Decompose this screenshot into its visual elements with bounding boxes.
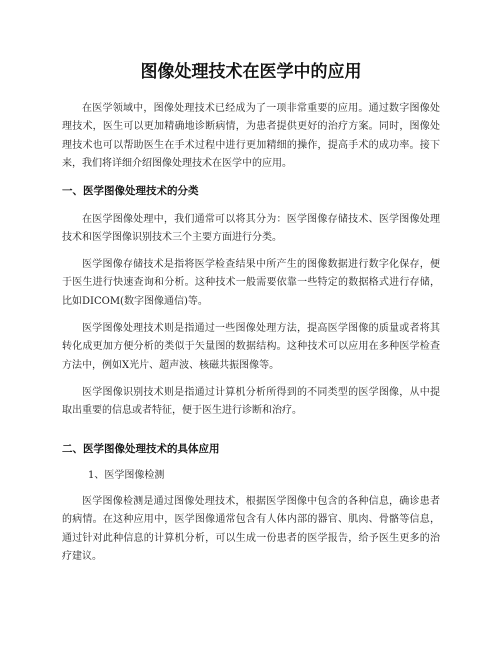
section1-paragraph-2: 医学图像存储技术是指将医学检查结果中所产生的图像数据进行数字化保存，便于医生进行快速查询和分析。这种技术一般需要依靠一些特定的数据格式进行存储，比如DICOM(数字图像通信)等。 [62,259,440,307]
section2-paragraph-1: 医学图像检测是通过图像处理技术，根据医学图像中包含的各种信息，确诊患者的病情。在这种应用中，医学图像通常包含有人体内部的器官、肌肉、骨骼等信息，通过针对此种信息的计算机分析，可以生成一份患者的医学报告，给予医生更多的治疗建议。 [62,496,440,563]
section2-heading: 二、医学图像处理技术的具体应用 [62,443,220,455]
section1-paragraph-4: 医学图像识别技术则是指通过计算机分析所得到的不同类型的医学图像，从中提取出重要的信息或者特征，便于医生进行诊断和治疗。 [62,387,440,417]
section1-paragraph-1: 在医学图像处理中，我们通常可以将其分为：医学图像存储技术、医学图像处理技术和医学图像识别技术三个主要方面进行分类。 [62,214,440,244]
intro-paragraph: 在医学领域中，图像处理技术已经成为了一项非常重要的应用。通过数字图像处理技术，医生可以更加精确地诊断病情，为患者提供更好的治疗方案。同时，图像处理技术也可以帮助医生在手术过程中进行更加精细的操作，提高手术的成功率。接下来，我们将详细介绍图像处理技术在医学中的应用。 [62,103,440,170]
section1-paragraph-3: 医学图像处理技术则是指通过一些图像处理方法，提高医学图像的质量或者将其转化成更加方便分析的类似于矢量图的数据结构。这种技术可以应用在多种医学检查方法中，例如X光片、超声波、核磁共振图像等。 [62,323,440,371]
document-title: 图像处理技术在医学中的应用 [140,62,362,82]
section1-heading: 一、医学图像处理技术的分类 [62,185,199,197]
section2-subheading-1: 1、医学图像检测 [88,470,165,481]
